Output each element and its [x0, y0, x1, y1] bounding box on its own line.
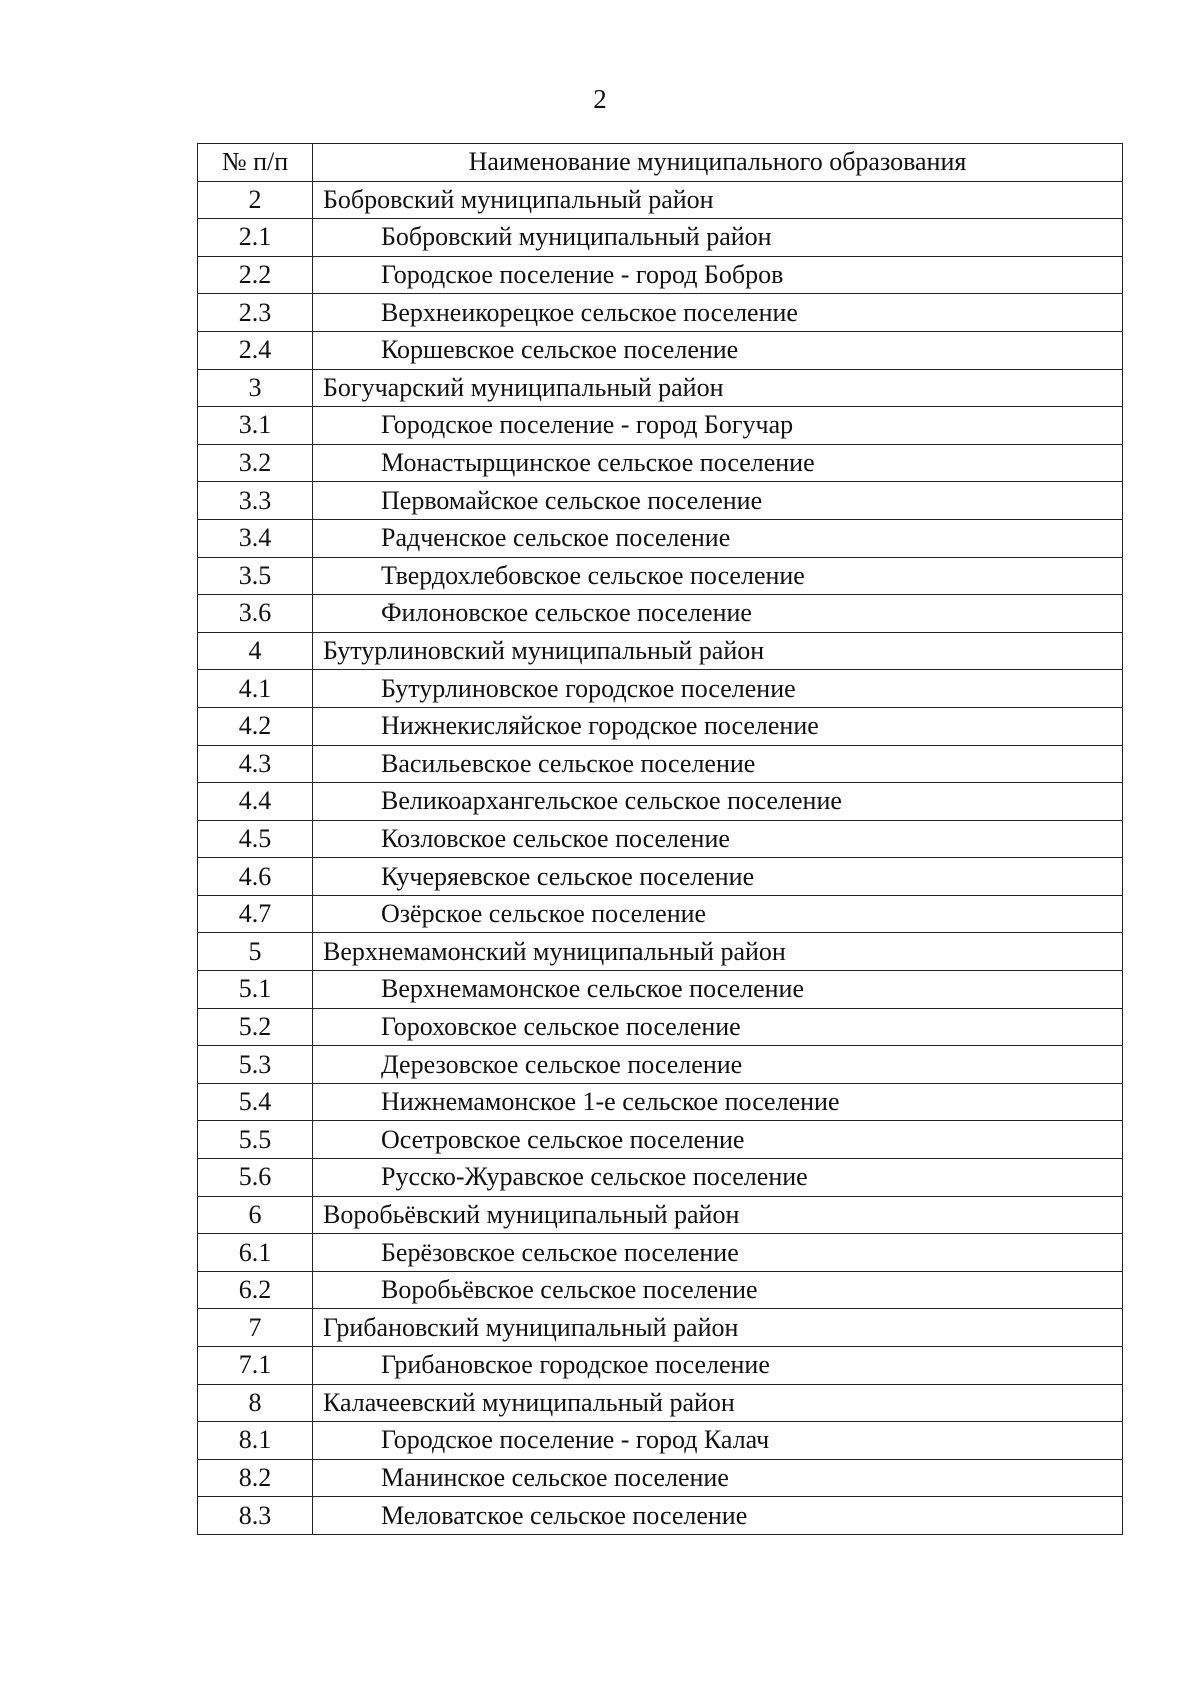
- header-name: Наименование муниципального образования: [313, 144, 1123, 182]
- table-row: [198, 783, 1123, 821]
- table-row: [198, 632, 1123, 670]
- settlement-name: Нижнекисляйское городское поселение: [313, 707, 1123, 745]
- row-number: 2.1: [198, 219, 313, 257]
- row-number: 3.3: [198, 482, 313, 520]
- row-number: 4.3: [198, 745, 313, 783]
- row-number: 2.2: [198, 256, 313, 294]
- row-number: 5.3: [198, 1046, 313, 1084]
- row-number: 8.3: [198, 1497, 313, 1535]
- settlement-name: Городское поселение - город Калач: [313, 1422, 1123, 1460]
- table-row: [198, 519, 1123, 557]
- row-number: 3.4: [198, 519, 313, 557]
- table-row: [198, 858, 1123, 896]
- row-number: 5.6: [198, 1159, 313, 1197]
- settlement-name: Верхнемамонское сельское поселение: [313, 971, 1123, 1009]
- table-row: [198, 331, 1123, 369]
- settlement-name: Нижнемамонское 1-е сельское поселение: [313, 1083, 1123, 1121]
- row-number: 5.5: [198, 1121, 313, 1159]
- settlement-name: Берёзовское сельское поселение: [313, 1234, 1123, 1272]
- settlement-name: Воробьёвское сельское поселение: [313, 1271, 1123, 1309]
- district-name: Верхнемамонский муниципальный район: [313, 933, 1123, 971]
- table-row: [198, 181, 1123, 219]
- settlement-name: Верхнеикорецкое сельское поселение: [313, 294, 1123, 332]
- district-name: Калачеевский муниципальный район: [313, 1384, 1123, 1422]
- row-number: 3: [198, 369, 313, 407]
- table-row: [198, 1196, 1123, 1234]
- table-row: [198, 444, 1123, 482]
- row-number: 7.1: [198, 1347, 313, 1385]
- table-header: [198, 144, 1123, 182]
- table-row: [198, 1309, 1123, 1347]
- district-name: Бутурлиновский муниципальный район: [313, 632, 1123, 670]
- settlement-name: Коршевское сельское поселение: [313, 331, 1123, 369]
- table-row: [198, 1083, 1123, 1121]
- table-row: [198, 971, 1123, 1009]
- settlement-name: Кучеряевское сельское поселение: [313, 858, 1123, 896]
- table-row: [198, 745, 1123, 783]
- settlement-name: Городское поселение - город Бобров: [313, 256, 1123, 294]
- settlement-name: Дерезовское сельское поселение: [313, 1046, 1123, 1084]
- row-number: 6.2: [198, 1271, 313, 1309]
- header-row: [198, 144, 1123, 182]
- row-number: 5.1: [198, 971, 313, 1009]
- district-name: Грибановский муниципальный район: [313, 1309, 1123, 1347]
- table-row: [198, 1459, 1123, 1497]
- table-row: [198, 1046, 1123, 1084]
- row-number: 4.4: [198, 783, 313, 821]
- table-row: [198, 707, 1123, 745]
- row-number: 8: [198, 1384, 313, 1422]
- settlement-name: Озёрское сельское поселение: [313, 895, 1123, 933]
- row-number: 3.6: [198, 595, 313, 633]
- settlement-name: Манинское сельское поселение: [313, 1459, 1123, 1497]
- row-number: 4.7: [198, 895, 313, 933]
- settlement-name: Монастырщинское сельское поселение: [313, 444, 1123, 482]
- header-number: № п/п: [198, 144, 313, 182]
- settlement-name: Русско-Журавское сельское поселение: [313, 1159, 1123, 1197]
- table-row: [198, 1121, 1123, 1159]
- table-row: [198, 1008, 1123, 1046]
- settlement-name: Филоновское сельское поселение: [313, 595, 1123, 633]
- row-number: 4.2: [198, 707, 313, 745]
- table-row: [198, 369, 1123, 407]
- table-row: [198, 933, 1123, 971]
- row-number: 5.4: [198, 1083, 313, 1121]
- row-number: 3.5: [198, 557, 313, 595]
- table-row: [198, 219, 1123, 257]
- row-number: 3.1: [198, 407, 313, 445]
- row-number: 4.6: [198, 858, 313, 896]
- table-row: [198, 407, 1123, 445]
- row-number: 4: [198, 632, 313, 670]
- district-name: Богучарский муниципальный район: [313, 369, 1123, 407]
- settlement-name: Гороховское сельское поселение: [313, 1008, 1123, 1046]
- table-row: [198, 595, 1123, 633]
- district-name: Бобровский муниципальный район: [313, 181, 1123, 219]
- row-number: 4.5: [198, 820, 313, 858]
- table-row: [198, 482, 1123, 520]
- settlement-name: Твердохлебовское сельское поселение: [313, 557, 1123, 595]
- row-number: 4.1: [198, 670, 313, 708]
- table-row: [198, 557, 1123, 595]
- settlement-name: Бобровский муниципальный район: [313, 219, 1123, 257]
- settlement-name: Грибановское городское поселение: [313, 1347, 1123, 1385]
- table-body: [198, 181, 1123, 1534]
- row-number: 5.2: [198, 1008, 313, 1046]
- row-number: 8.1: [198, 1422, 313, 1460]
- table-row: [198, 1384, 1123, 1422]
- row-number: 6.1: [198, 1234, 313, 1272]
- settlement-name: Меловатское сельское поселение: [313, 1497, 1123, 1535]
- table-row: [198, 1234, 1123, 1272]
- table-row: [198, 895, 1123, 933]
- table-row: [198, 294, 1123, 332]
- settlement-name: Бутурлиновское городское поселение: [313, 670, 1123, 708]
- table-row: [198, 256, 1123, 294]
- table-row: [198, 1271, 1123, 1309]
- row-number: 3.2: [198, 444, 313, 482]
- row-number: 5: [198, 933, 313, 971]
- settlement-name: Козловское сельское поселение: [313, 820, 1123, 858]
- settlement-name: Великоархангельское сельское поселение: [313, 783, 1123, 821]
- settlement-name: Осетровское сельское поселение: [313, 1121, 1123, 1159]
- settlement-name: Первомайское сельское поселение: [313, 482, 1123, 520]
- district-name: Воробьёвский муниципальный район: [313, 1196, 1123, 1234]
- row-number: 2: [198, 181, 313, 219]
- table-row: [198, 1347, 1123, 1385]
- municipality-table: [197, 143, 1123, 1535]
- table-row: [198, 1497, 1123, 1535]
- table-row: [198, 1422, 1123, 1460]
- row-number: 6: [198, 1196, 313, 1234]
- table-row: [198, 1159, 1123, 1197]
- row-number: 7: [198, 1309, 313, 1347]
- row-number: 2.4: [198, 331, 313, 369]
- row-number: 8.2: [198, 1459, 313, 1497]
- table-row: [198, 820, 1123, 858]
- page-number: 2: [593, 84, 607, 114]
- settlement-name: Радченское сельское поселение: [313, 519, 1123, 557]
- table-row: [198, 670, 1123, 708]
- settlement-name: Городское поселение - город Богучар: [313, 407, 1123, 445]
- row-number: 2.3: [198, 294, 313, 332]
- settlement-name: Васильевское сельское поселение: [313, 745, 1123, 783]
